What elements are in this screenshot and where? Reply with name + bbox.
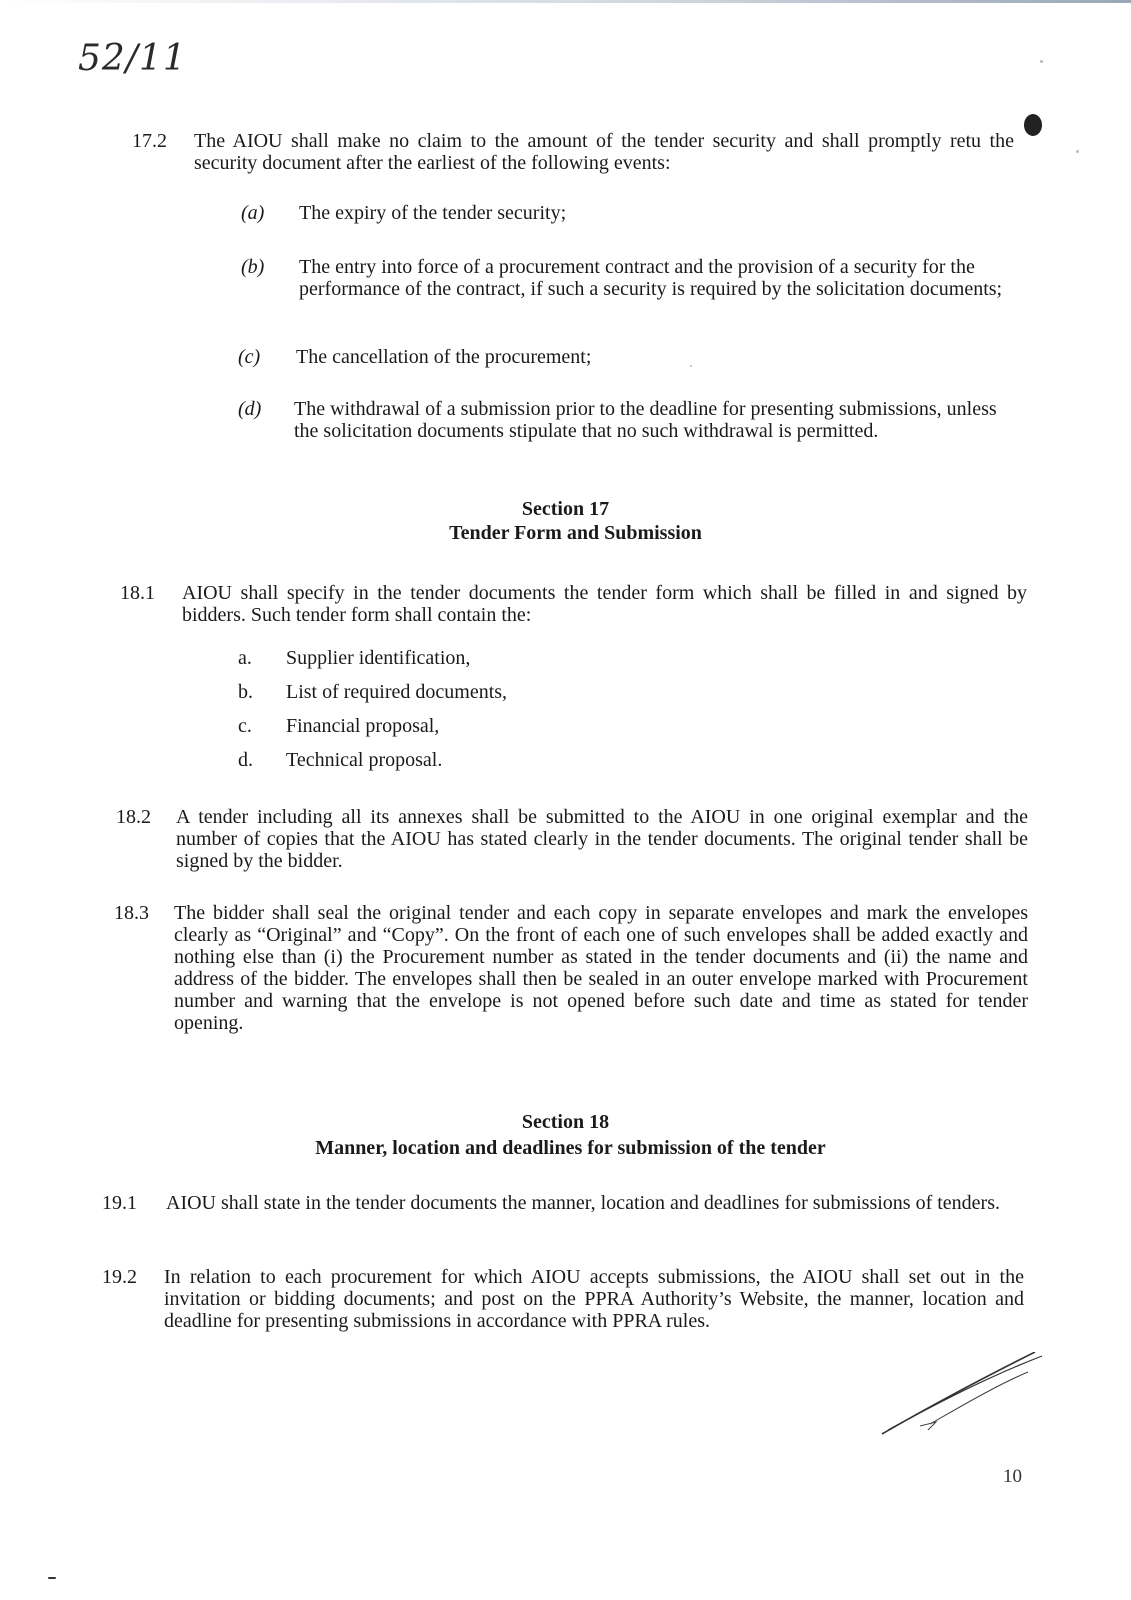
signature [880,1352,1050,1442]
scan-speck [1040,60,1043,63]
clause-number: 19.2 [102,1266,137,1288]
page-number: 10 [1003,1466,1022,1487]
clause-text: AIOU shall state in the tender documents the manner, location and deadlines for submissions of tenders. [166,1192,1000,1214]
section-label: Section 17 [521,498,610,520]
list-marker: (b) [241,256,265,278]
list-item-text: Financial proposal, [286,715,440,737]
binder-hole-mark [1024,114,1042,136]
list-marker: c. [238,715,252,737]
list-marker: (c) [238,346,261,368]
list-item-text: List of required documents, [286,681,508,703]
list-marker: (d) [238,398,262,420]
clause-number: 19.1 [102,1192,137,1214]
scan-speck [1076,150,1079,153]
clause-number: 17.2 [132,130,167,152]
list-marker: (a) [241,202,265,224]
clause-text: A tender including all its annexes shall be submitted to the AIOU in one original exemplar and the number of copies that the AIOU has stated clearly in the tender documents. The original tender shall be signed by the bidder. [176,806,1028,872]
list-item-text: Technical proposal. [286,749,443,771]
list-marker: a. [238,647,252,669]
list-marker: d. [238,749,253,771]
clause-text: AIOU shall specify in the tender documents the tender form which shall be filled in and signed by bidders. Such tender form shall contain the: [182,582,1027,626]
clause-number: 18.1 [120,582,155,604]
clause-text: The bidder shall seal the original tender and each copy in separate envelopes and mark the envelopes clearly as “Original” and “Copy”. On the front of each one of such envelopes shall be added exactly and nothing else than (i) the Procurement number as stated in the tender documents and (ii) the name and address of the bidder. The envelopes shall then be sealed in an outer envelope marked with Procurement number and warning that the envelope is not opened before such date and time as stated for tender opening. [174,902,1028,1034]
list-item-text: The entry into force of a procurement contract and the provision of a security for the performance of the contract, if such a security is required by the solicitation documents; [299,256,1003,300]
section-title: Manner, location and deadlines for submission of the tender [315,1137,826,1159]
scan-speck [48,1577,56,1579]
clause-text: The AIOU shall make no claim to the amount of the tender security and shall promptly retu the security document after the earliest of the following events: [194,130,1014,174]
clause-number: 18.3 [114,902,149,924]
section-label: Section 18 [521,1111,610,1133]
list-item-text: The expiry of the tender security; [299,202,567,224]
handwritten-note: 52/11 [78,38,187,79]
list-marker: b. [238,681,253,703]
section-title: Tender Form and Submission [449,522,702,544]
clause-text: In relation to each procurement for which AIOU accepts submissions, the AIOU shall set out in the invitation or bidding documents; and post on the PPRA Authority’s Website, the manner, location and deadline for presenting submissions in accordance with PPRA rules. [164,1266,1024,1332]
list-item-text: Supplier identification, [286,647,471,669]
clause-number: 18.2 [116,806,151,828]
list-item-text: The cancellation of the procurement; [296,346,592,368]
list-item-text: The withdrawal of a submission prior to the deadline for presenting submissions, unless the solicitation documents stipulate that no such withdrawal is permitted. [294,398,997,442]
scan-edge [0,0,1131,3]
